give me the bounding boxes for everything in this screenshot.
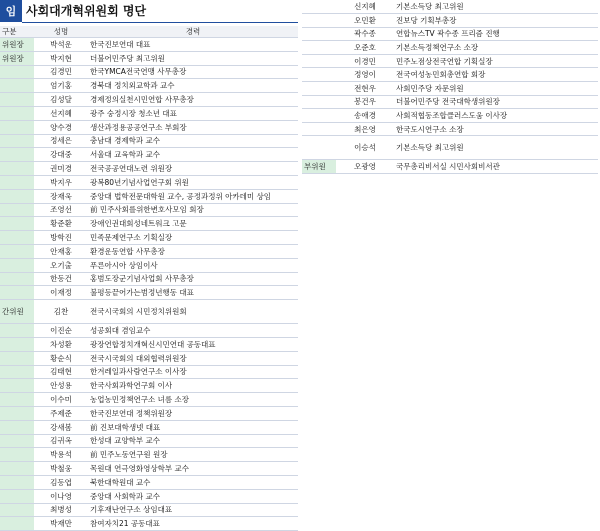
role-cell xyxy=(0,517,34,531)
table-row xyxy=(0,420,298,434)
table-row xyxy=(0,406,298,420)
table-row xyxy=(0,393,298,407)
role-cell xyxy=(0,489,34,503)
member-name: 이경민 xyxy=(336,54,394,68)
role-cell xyxy=(0,434,34,448)
member-name: 박지현 xyxy=(34,51,88,65)
role-cell xyxy=(0,244,34,258)
section-tag: 임 xyxy=(0,0,22,22)
member-name: 신지혜 xyxy=(336,0,394,14)
member-name: 박철웅 xyxy=(34,462,88,476)
role-cell xyxy=(302,136,336,160)
role-cell xyxy=(0,324,34,338)
role-cell xyxy=(302,122,336,136)
role-cell xyxy=(0,189,34,203)
member-name: 황준환 xyxy=(34,217,88,231)
role-cell: 위원장 xyxy=(0,38,34,52)
role-cell xyxy=(302,14,336,28)
table-row xyxy=(0,189,298,203)
member-name: 박지우 xyxy=(34,175,88,189)
roster-table-right xyxy=(302,0,598,174)
table-row xyxy=(302,82,598,96)
member-name: 권미경 xyxy=(34,162,88,176)
role-cell xyxy=(0,393,34,407)
member-career: 사회민주당 자문위원 xyxy=(394,82,598,96)
table-row xyxy=(302,54,598,68)
table-row xyxy=(302,136,598,160)
member-name: 봉건우 xyxy=(336,95,394,109)
member-career: 광주 숭정시장 청소년 대표 xyxy=(88,106,298,120)
member-name: 이재정 xyxy=(34,286,88,300)
table-row xyxy=(0,231,298,245)
member-career: 한국YMCA전국연맹 사무총장 xyxy=(88,65,298,79)
role-cell xyxy=(0,286,34,300)
roster-table-left xyxy=(0,26,298,531)
member-career: 한국진보연대 대표 xyxy=(88,38,298,52)
member-career: 광복80년기념사업연구회 위원 xyxy=(88,175,298,189)
role-cell xyxy=(0,203,34,217)
table-row xyxy=(302,27,598,41)
member-career: 국무총리비서실 시민사회비서관 xyxy=(394,160,598,174)
role-cell xyxy=(0,365,34,379)
member-career: 한겨레일과사람연구소 이사장 xyxy=(88,365,298,379)
table-row xyxy=(0,434,298,448)
table-row xyxy=(302,41,598,55)
member-name: 김태현 xyxy=(34,365,88,379)
role-cell: 부위원 xyxy=(302,160,336,174)
role-cell xyxy=(0,258,34,272)
member-name: 박석운 xyxy=(34,38,88,52)
member-career: 홍범도장군기념사업회 사무총장 xyxy=(88,272,298,286)
table-row xyxy=(302,14,598,28)
table-row xyxy=(302,95,598,109)
role-cell xyxy=(302,54,336,68)
table-row xyxy=(0,324,298,338)
member-name: 전현우 xyxy=(336,82,394,96)
member-name: 김귀옥 xyxy=(34,434,88,448)
table-row xyxy=(0,175,298,189)
header-career: 경력 xyxy=(88,26,298,38)
member-name: 박용석 xyxy=(34,448,88,462)
member-name: 이수미 xyxy=(34,393,88,407)
table-row xyxy=(302,68,598,82)
role-cell: 위원장 xyxy=(0,51,34,65)
member-name: 김동엽 xyxy=(34,475,88,489)
role-cell xyxy=(0,175,34,189)
role-cell xyxy=(0,134,34,148)
role-cell xyxy=(0,351,34,365)
member-name: 정영이 xyxy=(336,68,394,82)
table-row xyxy=(0,337,298,351)
table-row xyxy=(0,300,298,324)
table-row xyxy=(0,148,298,162)
member-career: 충남대 경제학과 교수 xyxy=(88,134,298,148)
member-name: 장재욱 xyxy=(34,189,88,203)
table-row xyxy=(0,351,298,365)
table-row xyxy=(0,489,298,503)
member-career: 경제정의실천시민연합 사무총장 xyxy=(88,93,298,107)
member-name: 안재홍 xyxy=(34,244,88,258)
role-cell xyxy=(302,109,336,123)
member-name: 오기출 xyxy=(34,258,88,272)
table-header-row xyxy=(0,26,298,38)
member-career: 한국사회과학연구회 이사 xyxy=(88,379,298,393)
table-row xyxy=(0,51,298,65)
member-name: 오광영 xyxy=(336,160,394,174)
member-name: 박재만 xyxy=(34,517,88,531)
member-name: 안성용 xyxy=(34,379,88,393)
member-career: 장애인권대회성네트워크 고문 xyxy=(88,217,298,231)
member-career: 한성대 교양학부 교수 xyxy=(88,434,298,448)
table-row xyxy=(0,65,298,79)
member-career: 중앙대 사회학과 교수 xyxy=(88,489,298,503)
member-career: 전국공공연대노련 위원장 xyxy=(88,162,298,176)
member-career: 前 민주사회를위한변호사모임 회장 xyxy=(88,203,298,217)
role-cell xyxy=(0,148,34,162)
table-row xyxy=(302,160,598,174)
member-name: 정세은 xyxy=(34,134,88,148)
member-career: 경북대 정치외교학과 교수 xyxy=(88,79,298,93)
member-career: 더불어민주당 전국대학생위원장 xyxy=(394,95,598,109)
member-name: 최은영 xyxy=(336,122,394,136)
member-career: 푸른아시아 상임이사 xyxy=(88,258,298,272)
role-cell xyxy=(0,79,34,93)
role-cell xyxy=(302,95,336,109)
member-career: 사회적협동조합클러스도움 이사장 xyxy=(394,109,598,123)
member-name: 조영선 xyxy=(34,203,88,217)
member-career: 불평등끝어가는범정년행동 대표 xyxy=(88,286,298,300)
member-career: 더불어민주당 최고위원 xyxy=(88,51,298,65)
member-career: 전국시국회의 시민정치위원회 xyxy=(88,300,298,324)
role-cell xyxy=(0,106,34,120)
table-row xyxy=(0,120,298,134)
member-career: 성공회대 겸임교수 xyxy=(88,324,298,338)
member-career: 연합뉴스TV 곽수종 프리즘 진행 xyxy=(394,27,598,41)
member-career: 한국도시연구소 소장 xyxy=(394,122,598,136)
role-cell xyxy=(302,27,336,41)
member-career: 진보당 기획부총장 xyxy=(394,14,598,28)
member-career: 광장연합정치개혁신시민연대 공동대표 xyxy=(88,337,298,351)
table-row xyxy=(0,379,298,393)
member-name: 이나영 xyxy=(34,489,88,503)
role-cell xyxy=(0,217,34,231)
member-career: 농업농민정책연구소 녀름 소장 xyxy=(88,393,298,407)
table-row xyxy=(0,134,298,148)
member-name: 강새봄 xyxy=(34,420,88,434)
member-name: 오민환 xyxy=(336,14,394,28)
table-row xyxy=(302,122,598,136)
member-name: 최병성 xyxy=(34,503,88,517)
role-cell xyxy=(0,420,34,434)
member-name: 엄기홍 xyxy=(34,79,88,93)
member-name: 방학진 xyxy=(34,231,88,245)
table-row xyxy=(0,286,298,300)
member-career: 전국시국회의 대외협력위원장 xyxy=(88,351,298,365)
document-title: 사회대개혁위원회 명단 xyxy=(26,4,147,18)
member-career: 민주노점상전국연합 기획실장 xyxy=(394,54,598,68)
member-career: 前 민주노동연구원 원장 xyxy=(88,448,298,462)
member-career: 전국여성농민회총연합 회장 xyxy=(394,68,598,82)
table-row xyxy=(0,462,298,476)
member-career: 기본소득정책연구소 소장 xyxy=(394,41,598,55)
table-row xyxy=(302,109,598,123)
role-cell xyxy=(0,462,34,476)
role-cell xyxy=(302,82,336,96)
table-row xyxy=(0,475,298,489)
member-name: 곽수종 xyxy=(336,27,394,41)
table-row xyxy=(0,517,298,531)
table-row xyxy=(0,448,298,462)
role-cell xyxy=(0,379,34,393)
member-career: 북한대학원대 교수 xyxy=(88,475,298,489)
member-name: 한동건 xyxy=(34,272,88,286)
member-career: 참여자치21 공동대표 xyxy=(88,517,298,531)
member-name: 이승석 xyxy=(336,136,394,160)
table-row xyxy=(0,203,298,217)
member-career: 前 진보대학생넷 대표 xyxy=(88,420,298,434)
member-career: 목원대 연극영화영상학부 교수 xyxy=(88,462,298,476)
role-cell xyxy=(0,337,34,351)
role-cell xyxy=(0,406,34,420)
role-cell xyxy=(0,93,34,107)
member-name: 선지혜 xyxy=(34,106,88,120)
role-cell xyxy=(0,65,34,79)
table-row xyxy=(0,272,298,286)
member-name: 주제준 xyxy=(34,406,88,420)
role-cell xyxy=(0,162,34,176)
table-row xyxy=(0,162,298,176)
member-career: 서울대 교육학과 교수 xyxy=(88,148,298,162)
table-row xyxy=(0,38,298,52)
table-row xyxy=(0,365,298,379)
role-cell xyxy=(0,272,34,286)
member-name: 송애경 xyxy=(336,109,394,123)
table-row xyxy=(0,217,298,231)
table-row xyxy=(302,0,598,14)
table-row xyxy=(0,503,298,517)
title-underline xyxy=(22,22,298,23)
header-role: 구분 xyxy=(0,26,34,38)
role-cell xyxy=(0,448,34,462)
table-row xyxy=(0,258,298,272)
table-row xyxy=(0,79,298,93)
member-career: 환경운동연합 사무총장 xyxy=(88,244,298,258)
member-name: 김성달 xyxy=(34,93,88,107)
header-name: 성명 xyxy=(34,26,88,38)
table-row xyxy=(0,93,298,107)
member-career: 기본소득당 최고위원 xyxy=(394,0,598,14)
role-cell xyxy=(302,68,336,82)
member-career: 기후재난연구소 상임대표 xyxy=(88,503,298,517)
member-name: 양수경 xyxy=(34,120,88,134)
member-career: 중앙대 법학전문대학원 교수, 공정과정위 아카데미 상임 xyxy=(88,189,298,203)
member-career: 기본소득당 최고위원 xyxy=(394,136,598,160)
member-career: 생산과정용공공연구소 부회장 xyxy=(88,120,298,134)
role-cell xyxy=(0,503,34,517)
member-name: 오준호 xyxy=(336,41,394,55)
member-name: 황순식 xyxy=(34,351,88,365)
member-name: 강대중 xyxy=(34,148,88,162)
member-name: 김찬 xyxy=(34,300,88,324)
role-cell: 간위원 xyxy=(0,300,34,324)
role-cell xyxy=(0,120,34,134)
role-cell xyxy=(0,231,34,245)
member-career: 한국진보연대 정책위원장 xyxy=(88,406,298,420)
member-name: 차성환 xyxy=(34,337,88,351)
member-name: 이진순 xyxy=(34,324,88,338)
table-row xyxy=(0,106,298,120)
member-name: 김경민 xyxy=(34,65,88,79)
member-career: 민족문제연구소 기획실장 xyxy=(88,231,298,245)
role-cell xyxy=(302,0,336,14)
role-cell xyxy=(302,41,336,55)
role-cell xyxy=(0,475,34,489)
table-row xyxy=(0,244,298,258)
